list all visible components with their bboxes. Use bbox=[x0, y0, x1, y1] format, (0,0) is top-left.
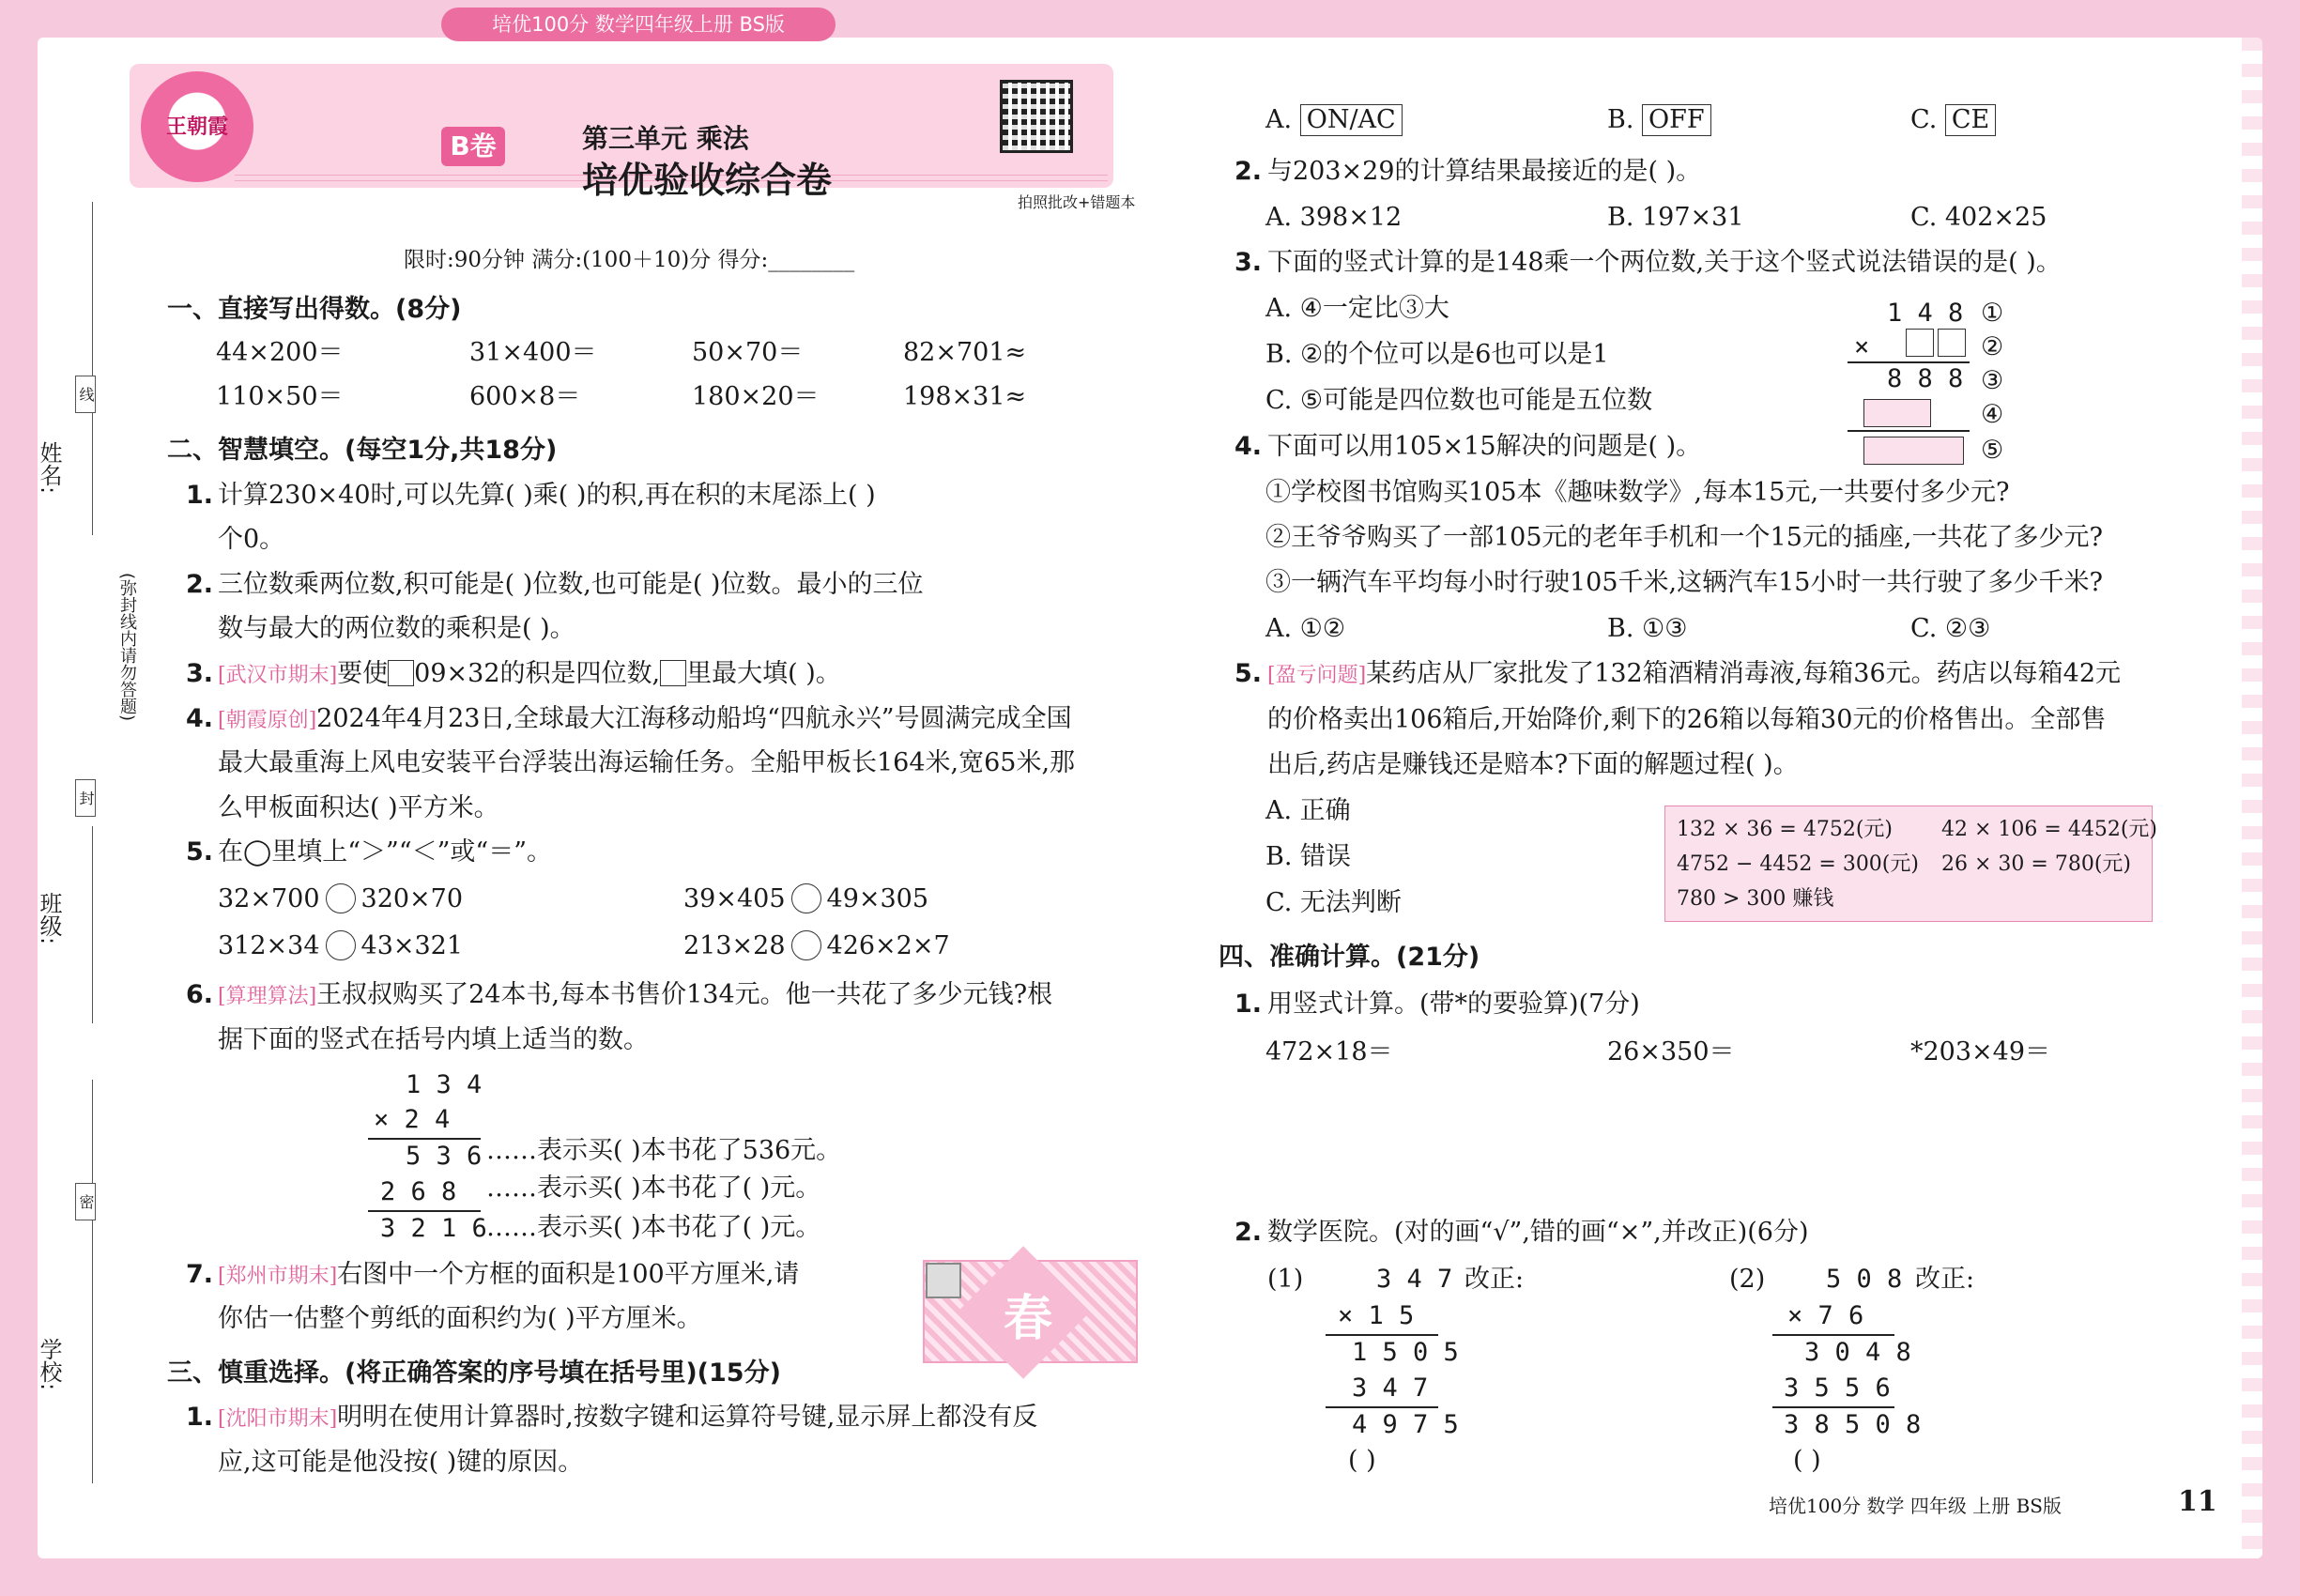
calc-note: ……表示买( )本书花了( )元。 bbox=[486, 1174, 821, 1203]
source-tag: [武汉市期末] bbox=[218, 664, 338, 687]
seal-line-note: (弥封线内请勿答题) bbox=[117, 573, 137, 722]
option: A. 正确 bbox=[1265, 796, 1351, 825]
problem-item: ③一辆汽车平均每小时行驶105千米,这辆汽车15小时一共行驶了多少千米? bbox=[1265, 568, 2103, 597]
section-1-title: 一、直接写出得数。(8分) bbox=[167, 295, 462, 324]
s2-q7: [郑州市期末]右图中一个方框的面积是100平方厘米,请 bbox=[218, 1260, 800, 1289]
calc-item: 44×200＝ bbox=[216, 338, 344, 367]
s2-q6: [算理算法]王叔叔购买了24本书,每本书售价134元。他一共花了多少元钱?根 bbox=[218, 980, 1053, 1009]
calculator-key: CE bbox=[1945, 104, 1996, 136]
paper-cut-character: 春 bbox=[1003, 1290, 1052, 1347]
source-tag: [算理算法] bbox=[218, 985, 317, 1008]
compare-circle bbox=[791, 883, 821, 913]
blank-box bbox=[660, 660, 686, 686]
compare-circle bbox=[326, 883, 356, 913]
s3-q2: 与203×29的计算结果最接近的是( )。 bbox=[1267, 157, 1702, 186]
compare-item: 312×34 43×321 bbox=[218, 931, 464, 960]
source-tag: [盈亏问题] bbox=[1267, 664, 1367, 687]
calc-item: 26×350＝ bbox=[1607, 1037, 1735, 1067]
s2-q5: 在◯里填上“＞”“＜”或“＝”。 bbox=[218, 837, 553, 867]
option: B. OFF bbox=[1607, 103, 1711, 137]
s3-q1: 应,这可能是他没按( )键的原因。 bbox=[218, 1448, 584, 1477]
calculator-key: OFF bbox=[1642, 104, 1711, 136]
blank-box bbox=[1938, 329, 1966, 357]
calc-item: 50×70＝ bbox=[692, 338, 804, 367]
s2-q4: [朝霞原创]2024年4月23日,全球最大江海移动船坞“四航永兴”号圆满完成全国 bbox=[218, 704, 1072, 733]
calc-note: ……表示买( )本书花了536元。 bbox=[486, 1136, 842, 1165]
s2-q6: 据下面的竖式在括号内填上适当的数。 bbox=[218, 1025, 649, 1054]
s4-q2: 数学医院。(对的画“√”,错的画“×”,并改正)(6分) bbox=[1267, 1218, 1809, 1247]
blank-box bbox=[388, 660, 414, 686]
calc-item: *203×49＝ bbox=[1910, 1037, 2051, 1067]
blank-box bbox=[1863, 399, 1931, 427]
exam-meta: 限时:90分钟 满分:(100＋10)分 得分:________ bbox=[404, 248, 855, 272]
source-tag: [朝霞原创] bbox=[218, 709, 317, 732]
compare-item: 213×28 426×2×7 bbox=[683, 931, 950, 960]
series-title: 培优100分 数学四年级上册 BS版 bbox=[441, 8, 836, 41]
logo-text: 王朝霞 bbox=[165, 115, 228, 139]
paper-badge: B卷 bbox=[441, 127, 505, 166]
footer-text: 培优100分 数学 四年级 上册 BS版 bbox=[1769, 1495, 2062, 1517]
option: C. CE bbox=[1910, 103, 1996, 137]
seal-mark: 密 bbox=[75, 1183, 96, 1220]
s2-q4: 么甲板面积达( )平方米。 bbox=[218, 793, 499, 822]
option: A. ON/AC bbox=[1265, 103, 1403, 137]
judgement-blank: ( ) bbox=[1348, 1446, 1376, 1475]
page-edge-decoration bbox=[2242, 38, 2262, 1558]
s2-q4: 最大最重海上风电安装平台浮装出海运输任务。全船甲板长164米,宽65米,那 bbox=[218, 748, 1076, 777]
s2-q1: 计算230×40时,可以先算( )乘( )的积,再在积的末尾添上( ) bbox=[218, 481, 876, 510]
s2-q3: [武汉市期末]要使 09×32的积是四位数, 里最大填( )。 bbox=[218, 659, 841, 688]
s4-q1: 用竖式计算。(带*的要验算)(7分) bbox=[1267, 990, 1640, 1019]
seal-mark: 封 bbox=[75, 779, 96, 817]
unit-title: 第三单元 乘法 bbox=[582, 123, 749, 154]
blank-box bbox=[1863, 437, 1964, 465]
s3-q5: 的价格卖出106箱后,开始降价,剩下的26箱以每箱30元的价格售出。全部售 bbox=[1267, 705, 2107, 734]
section-2-title: 二、智慧填空。(每空1分,共18分) bbox=[167, 436, 558, 465]
judgement-blank: ( ) bbox=[1793, 1446, 1821, 1475]
calc-item: 110×50＝ bbox=[216, 382, 344, 411]
option: C. 无法判断 bbox=[1265, 888, 1402, 917]
source-tag: [郑州市期末] bbox=[218, 1265, 338, 1288]
section-4-title: 四、准确计算。(21分) bbox=[1219, 943, 1480, 972]
compare-circle bbox=[791, 930, 821, 960]
school-label: 学校: bbox=[36, 1338, 62, 1391]
option: B. 错误 bbox=[1265, 842, 1352, 871]
source-tag: [沈阳市期末] bbox=[218, 1407, 338, 1431]
seal-mark: 线 bbox=[75, 376, 96, 413]
calc-item: 82×701≈ bbox=[903, 338, 1027, 367]
option: A. ④一定比③大 bbox=[1265, 294, 1449, 323]
option: C. ②③ bbox=[1910, 614, 1991, 643]
option: A. ①② bbox=[1265, 614, 1346, 643]
s3-q3: 下面的竖式计算的是148乘一个两位数,关于这个竖式说法错误的是( )。 bbox=[1267, 248, 2062, 277]
section-3-title: 三、慎重选择。(将正确答案的序号填在括号里)(15分) bbox=[167, 1358, 781, 1388]
calc-item: 198×31≈ bbox=[903, 382, 1027, 411]
name-label: 姓名: bbox=[36, 441, 62, 495]
s2-q2: 数与最大的两位数的乘积是( )。 bbox=[218, 614, 575, 643]
problem-item: ②王爷爷购买了一部105元的老年手机和一个15元的插座,一共花了多少元? bbox=[1265, 523, 2103, 552]
qr-caption: 拍照批改+错题本 bbox=[1018, 193, 1136, 211]
s2-q1: 个0。 bbox=[218, 525, 285, 554]
s2-q7: 你估一估整个剪纸的面积约为( )平方厘米。 bbox=[218, 1304, 702, 1333]
option: A. 398×12 bbox=[1265, 203, 1403, 232]
s3-q5: 出后,药店是赚钱还是赔本?下面的解题过程( )。 bbox=[1267, 750, 1799, 779]
compare-item: 32×700 320×70 bbox=[218, 884, 464, 913]
calculator-key: ON/AC bbox=[1300, 104, 1403, 136]
calc-note: ……表示买( )本书花了( )元。 bbox=[486, 1213, 821, 1242]
calc-item: 472×18＝ bbox=[1265, 1037, 1393, 1067]
option: C. ⑤可能是四位数也可能是五位数 bbox=[1265, 386, 1653, 415]
class-label: 班级: bbox=[36, 892, 62, 945]
s3-q1: [沈阳市期末]明明在使用计算器时,按数字键和运算符号键,显示屏上都没有反 bbox=[218, 1403, 1038, 1432]
page-number: 11 bbox=[2178, 1485, 2217, 1518]
calc-item: 600×8＝ bbox=[469, 382, 581, 411]
s3-q4: 下面可以用105×15解决的问题是( )。 bbox=[1267, 432, 1702, 461]
option: C. 402×25 bbox=[1910, 203, 2047, 232]
paper-title: 培优验收综合卷 bbox=[582, 160, 833, 201]
problem-item: ①学校图书馆购买105本《趣味数学》,每本15元,一共要付多少元? bbox=[1265, 478, 2010, 507]
option: B. 197×31 bbox=[1607, 203, 1744, 232]
compare-circle bbox=[326, 930, 356, 960]
unit-square bbox=[926, 1263, 961, 1298]
calc-item: 31×400＝ bbox=[469, 338, 597, 367]
s2-q2: 三位数乘两位数,积可能是( )位数,也可能是( )位数。最小的三位 bbox=[218, 570, 924, 599]
s3-q5: [盈亏问题]某药店从厂家批发了132箱酒精消毒液,每箱36元。药店以每箱42元 bbox=[1267, 659, 2122, 688]
blank-box bbox=[1906, 329, 1934, 357]
calc-item: 180×20＝ bbox=[692, 382, 820, 411]
option: B. ②的个位可以是6也可以是1 bbox=[1265, 340, 1609, 369]
compare-item: 39×405 49×305 bbox=[683, 884, 929, 913]
option: B. ①③ bbox=[1607, 614, 1688, 643]
